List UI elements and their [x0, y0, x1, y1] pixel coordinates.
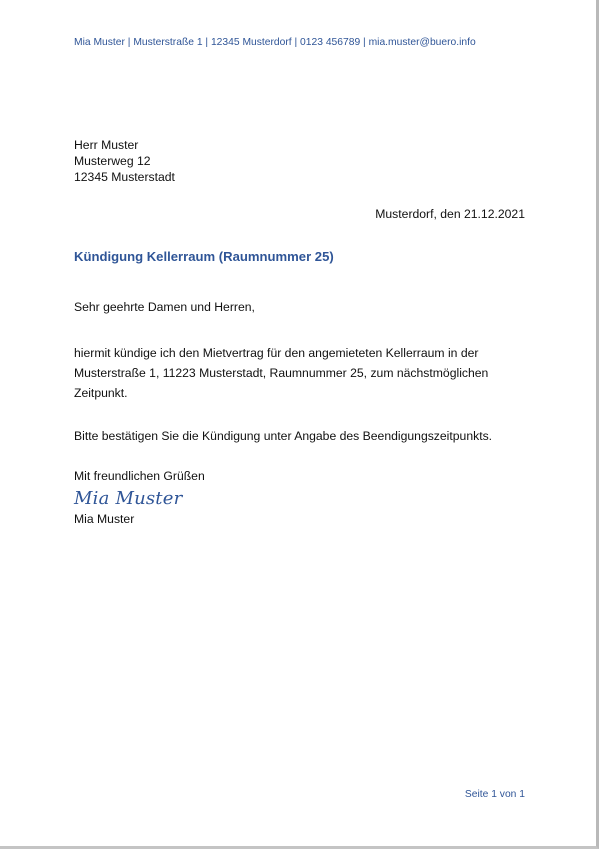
recipient-city: 12345 Musterstadt — [74, 170, 175, 184]
closing-line: Mit freundlichen Grüßen — [74, 469, 205, 483]
recipient-address — [74, 137, 175, 185]
body-line: Musterstraße 1, 11223 Musterstadt, Raumnummer 25, zum nächstmöglichen — [74, 366, 489, 380]
body-paragraph — [74, 343, 534, 403]
subject-line: Kündigung Kellerraum (Raumnummer 25) — [74, 249, 334, 264]
handwritten-signature: Mia Muster — [74, 488, 183, 509]
salutation: Sehr geehrte Damen und Herren, — [74, 300, 255, 314]
recipient-name: Herr Muster — [74, 138, 139, 152]
signer-name: Mia Muster — [74, 512, 135, 526]
body-line: Zeitpunkt. — [74, 386, 128, 400]
date-line: Musterdorf, den 21.12.2021 — [375, 207, 525, 221]
page-number: Seite 1 von 1 — [464, 789, 525, 800]
sender-line: Mia Muster | Musterstraße 1 | 12345 Musterdorf | 0123 456789 | mia.muster@buero.info — [74, 37, 476, 48]
recipient-street: Musterweg 12 — [74, 154, 151, 168]
body-line: hiermit kündige ich den Mietvertrag für den angemieteten Kellerraum in der — [74, 346, 479, 360]
confirmation-paragraph: Bitte bestätigen Sie die Kündigung unter Angabe des Beendigungszeitpunkts. — [74, 429, 493, 443]
